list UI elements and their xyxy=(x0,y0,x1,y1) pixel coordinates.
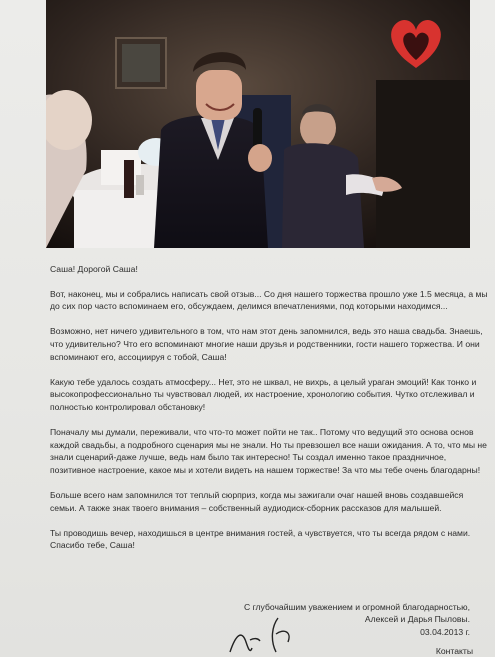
photo-illustration xyxy=(46,0,470,248)
contacts-label: Контакты xyxy=(435,646,473,656)
wedding-photo xyxy=(46,0,470,248)
letter-paragraph: Возможно, нет ничего удивительного в том, что нам этот день запомнился, ведь это наша свадьба. Знаешь, что удивительно? Что его вспоминают многие наши друзья и родственники, гости нашего торжества. И они вспоминают его, ассоциируя с тобой, Саша! xyxy=(50,326,483,362)
closing-signatories: Алексей и Дарья Пыловы. xyxy=(364,614,470,625)
letter-paragraph: Какую тебе удалось создать атмосферу... Нет, это не шквал, не вихрь, а целый ураган эмоций! Как тонко и высокопрофессионально ты чувствовал людей, их настроение, хронологию события. Чутко отслеживал и полностью контролировал обстановку! xyxy=(50,376,477,412)
letter-paragraph: Вот, наконец, мы и собрались написать свой отзыв... Со дня нашего торжества прошло уже 1.5 месяца, а мы до сих пор часто вспоминаем его, обсуждаем, делимся впечатлениями, под которыми находимся... xyxy=(50,288,488,312)
closing-line: С глубочайшим уважением и огромной благодарностью, xyxy=(244,602,470,612)
letter-paragraph: Поначалу мы думали, переживали, что что-то может пойти не так.. Потому что ведущий это основа основ каждой свадьбы, а подробного сценария мы не знали. Но ты превзошел все наши ожидания. А то, что мы не знали сценарий-даже лучше, ведь нам было так интересно! Ты создал именно такое праздничное, позитивное настроение, какое мы и хотели видеть на нашем торжестве! За что мы тебе очень благодарны! xyxy=(50,427,487,475)
letter-closing xyxy=(244,601,470,638)
closing-date: 03.04.2013 г. xyxy=(420,626,470,637)
letter-greeting: Саша! Дорогой Саша! xyxy=(50,264,138,274)
letter-body xyxy=(50,263,492,565)
letter-paragraph: Больше всего нам запомнился тот теплый сюрприз, когда мы зажигали очаг нашей вновь создавшейся семьи. А также знак твоего внимания – собственный аудиодиск-сборник рассказов для малышей. xyxy=(50,490,464,513)
letter-paragraph: Ты проводишь вечер, находишься в центре внимания гостей, а чувствуется, что ты всегда рядом с нами. Спасибо тебе, Саша! xyxy=(50,527,471,551)
